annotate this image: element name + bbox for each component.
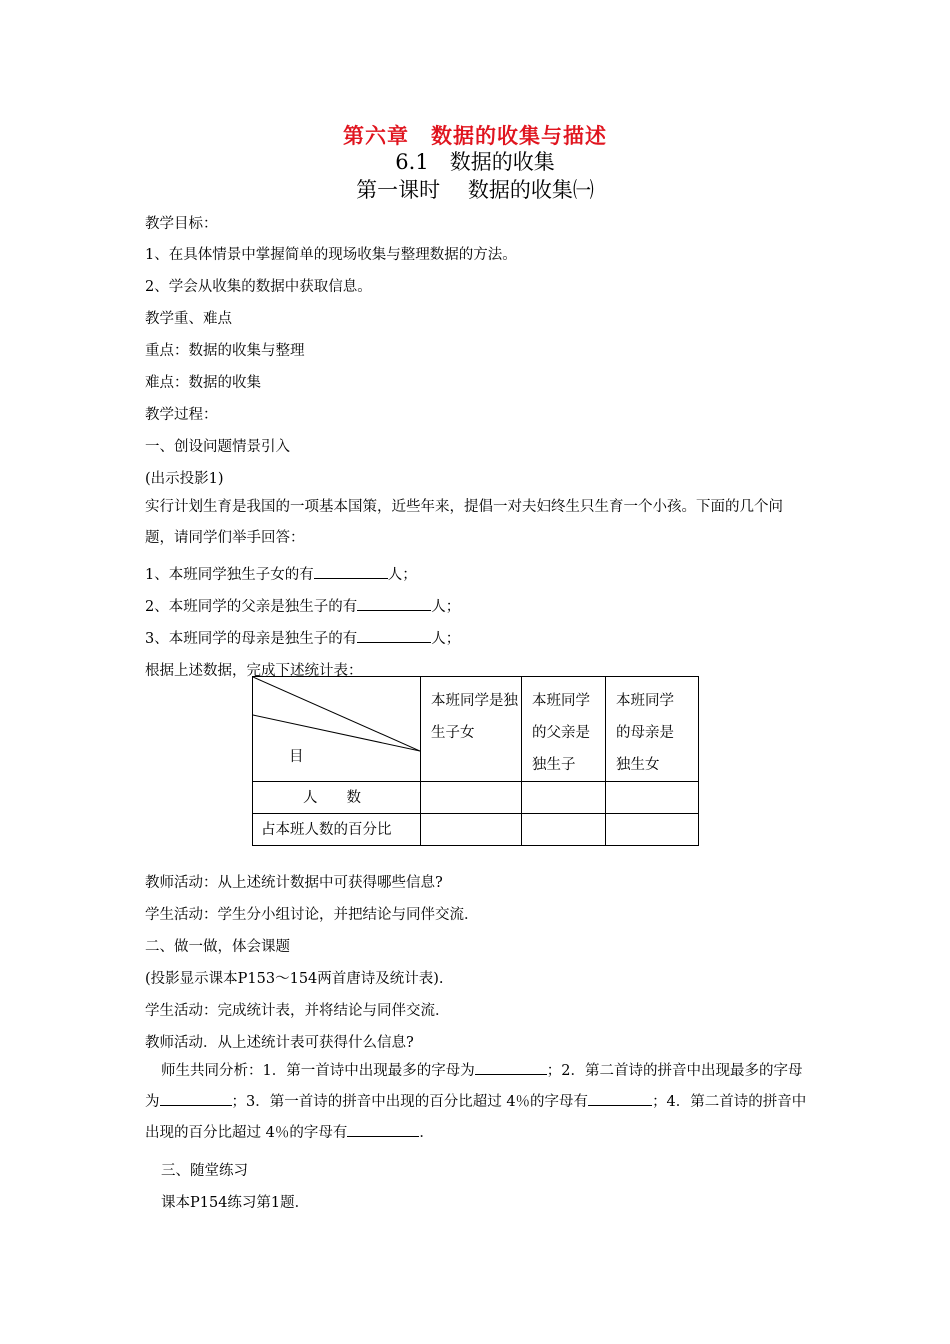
chapter-title: 第六章 数据的收集与描述 — [343, 123, 607, 148]
column-header: 本班同学是独生子女 — [421, 677, 522, 782]
section-title: 6.1 数据的收集 — [395, 150, 555, 174]
column-header: 本班同学的父亲是独生子 — [522, 677, 606, 782]
text-line: 教师活动：从上述统计数据中可获得哪些信息? — [145, 875, 443, 891]
text-line: 学生活动：完成统计表，并将结论与同伴交流． — [145, 1003, 450, 1019]
statistics-table — [252, 676, 699, 846]
table-cell — [522, 782, 606, 814]
text-line: 教学重、难点 — [145, 311, 232, 327]
answer-blank — [588, 1091, 652, 1106]
table-cell — [606, 814, 699, 846]
text-line: 教学过程： — [145, 407, 218, 423]
table-row — [253, 782, 699, 814]
text-line: (出示投影1) — [145, 471, 224, 487]
text-line: 教师活动．从上述统计表可获得什么信息? — [145, 1035, 414, 1051]
column-header: 本班同学的母亲是独生女 — [606, 677, 699, 782]
lesson-title: 第一课时 数据的收集㈠ — [356, 178, 594, 202]
section-heading: 一、创设问题情景引入 — [145, 439, 290, 455]
row-header: 占本班人数的百分比 — [253, 814, 421, 846]
section-heading: 三、随堂练习 — [161, 1163, 248, 1179]
text-line: 1、在具体情景中掌握简单的现场收集与整理数据的方法。 — [145, 247, 517, 263]
diagonal-header-cell — [253, 677, 421, 782]
table-row — [253, 814, 699, 846]
table-cell — [606, 782, 699, 814]
table-row — [253, 677, 699, 782]
paragraph: 实行计划生育是我国的一项基本国策，近些年来，提倡一对夫妇终生只生育一个小孩。下面的几个问题，请同学们举手回答： — [145, 499, 783, 546]
answer-blank — [314, 564, 388, 579]
table-cell — [522, 814, 606, 846]
answer-blank — [357, 596, 431, 611]
text-line: (投影显示课本P153～154两首唐诗及统计表). — [145, 971, 444, 987]
table-cell — [421, 782, 522, 814]
question-3: 3、本班同学的母亲是独生子的有 人； — [145, 627, 460, 648]
answer-blank — [357, 628, 431, 643]
table-cell — [421, 814, 522, 846]
text-line: 难点：数据的收集 — [145, 375, 261, 391]
answer-blank — [347, 1122, 419, 1137]
answer-blank — [475, 1060, 547, 1075]
text-line: 学生活动：学生分小组讨论，并把结论与同伴交流． — [145, 907, 479, 923]
text-line: 根据上述数据，完成下述统计表： — [145, 663, 363, 679]
text-line: 重点：数据的收集与整理 — [145, 343, 305, 359]
question-2: 2、本班同学的父亲是独生子的有 人； — [145, 595, 460, 616]
diagonal-lines — [253, 677, 420, 774]
corner-label: 目 — [289, 749, 304, 765]
text-line: 教学目标： — [145, 216, 218, 232]
text-line: 2、学会从收集的数据中获取信息。 — [145, 279, 372, 295]
row-header: 人 数 — [253, 782, 421, 814]
text-line: 课本P154练习第1题． — [161, 1195, 310, 1211]
analysis-paragraph: 师生共同分析：1．第一首诗中出现最多的字母为 ；2．第二首诗的拼音中出现最多的字母为 ；3．第一首诗的拼音中出现的百分比超过 4％的字母有 ；4．第二首诗的拼音中出现的百分比超过 4％的字母有 ． — [145, 1056, 810, 1149]
section-heading: 二、做一做，体会课题 — [145, 939, 290, 955]
answer-blank — [160, 1091, 232, 1106]
question-1: 1、本班同学独生子女的有 人； — [145, 563, 417, 584]
